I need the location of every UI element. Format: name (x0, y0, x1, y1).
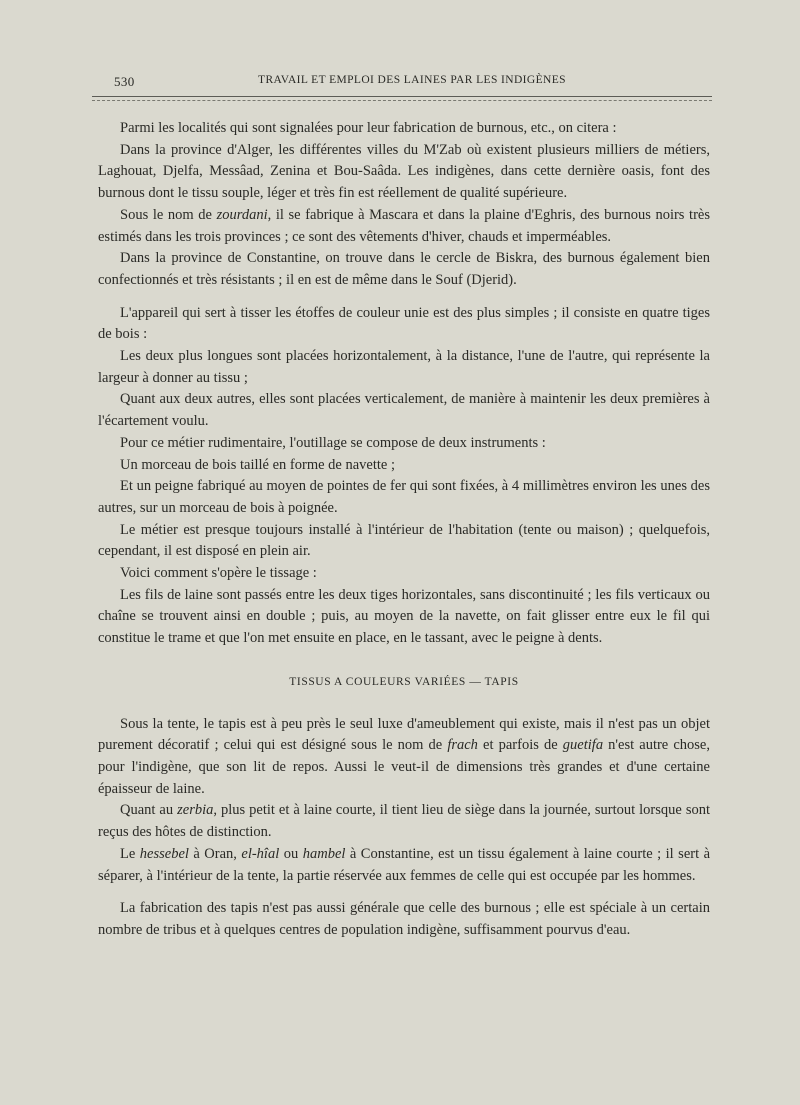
term: zourdani (216, 206, 268, 223)
paragraph: Un morceau de bois taillé en forme de navette ; (120, 456, 395, 473)
paragraph: L'appareil qui sert à tisser les étoffes de couleur unie est des plus simples ; il consiste en quatre tiges de bois : (98, 304, 710, 343)
paragraph: Quant au zerbia, plus petit et à laine courte, il tient lieu de siège dans la journée, surtout lorsque sont reçus des hôtes de distinction. (98, 802, 710, 841)
paragraph: Voici comment s'opère le tissage : (120, 565, 317, 582)
header-rule (92, 96, 712, 97)
term: zerbia (177, 802, 214, 819)
paragraph: Les fils de laine sont passés entre les deux tiges horizontales, sans discontinuité ; les fils verticaux ou chaîne se trouvent ainsi en double ; puis, au moyen de la navette, on fait glisser entre eux le fil qui constitue le trame et que l'on met ensuite en place, en le tassant, avec le peigne à dents. (98, 586, 710, 647)
term: hambel (302, 845, 346, 862)
header-rule-dashed (92, 100, 712, 101)
term: hessebel (139, 845, 189, 862)
paragraph: Les deux plus longues sont placées horizontalement, à la distance, l'une de l'autre, qui représente la largeur à donner au tissu ; (98, 348, 710, 386)
paragraph: Le métier est presque toujours installé à l'intérieur de l'habitation (tente ou maison) ; quelquefois, cependant, il est disposé en plein air. (98, 521, 710, 560)
paragraph: Et un peigne fabriqué au moyen de pointes de fer qui sont fixées, à 4 millimètres environ les unes des autres, sur un morceau de bois à poignée. (98, 478, 710, 516)
paragraph: Parmi les localités qui sont signalées pour leur fabrication de burnous, etc., on citera : (120, 120, 617, 136)
paragraph: Dans la province d'Alger, les différentes villes du M'Zab où existent plusieurs milliers de métiers, Laghouat, Djelfa, Messâad, Zenina et Bou-Saâda. Les indigènes, dans cette dernière oasis, font des burnous dont le tissu souple, léger et très fin est réellement de qualité supérieure. (98, 141, 710, 202)
paragraph: Sous le nom de zourdani, il se fabrique à Mascara et dans la plaine d'Eghris, des burnous noirs très estimés dans les trois provinces ; ce sont des vêtements d'hiver, chauds et imperméables. (98, 206, 710, 245)
running-title: TRAVAIL ET EMPLOI DES LAINES PAR LES INDIGÈNES (258, 74, 566, 86)
paragraph: Pour ce métier rudimentaire, l'outillage se compose de deux instruments : (120, 434, 546, 451)
term: guetifa (562, 737, 604, 754)
paragraph: Sous la tente, le tapis est à peu près le seul luxe d'ameublement qui existe, mais il n'est pas un objet purement décoratif ; celui qui est désigné sous le nom de frach et parfois de guetifa n'est autre chose, pour l'indigène, que son lit de repos. Aussi le veut-il de dimensions très grandes et d'une certaine épaisseur de laine. (98, 715, 710, 797)
page-header (92, 74, 712, 89)
paragraph: Dans la province de Constantine, on trouve dans le cercle de Biskra, des burnous également bien confectionnés et très résistants ; il en est de même dans le Souf (Djerid). (98, 250, 710, 288)
page-number: 530 (114, 74, 135, 89)
paragraph: Le hessebel à Oran, el-hîal ou hambel à Constantine, est un tissu également à laine courte ; il sert à séparer, à l'intérieur de la tente, la partie réservée aux femmes de celle qui est occupée par les hommes. (98, 845, 711, 884)
section-title: TISSUS A COULEURS VARIÉES — TAPIS (289, 675, 519, 688)
term: el-hîal (241, 845, 280, 862)
paragraph: La fabrication des tapis n'est pas aussi générale que celle des burnous ; elle est spéciale à un certain nombre de tribus et à quelques centres de population indigène, suffisamment pourvus d'eau. (98, 900, 710, 938)
paragraph: Quant aux deux autres, elles sont placées verticalement, de manière à maintenir les deux premières à l'écartement voulu. (98, 391, 710, 430)
body-text (98, 118, 710, 942)
term: frach (447, 737, 478, 754)
